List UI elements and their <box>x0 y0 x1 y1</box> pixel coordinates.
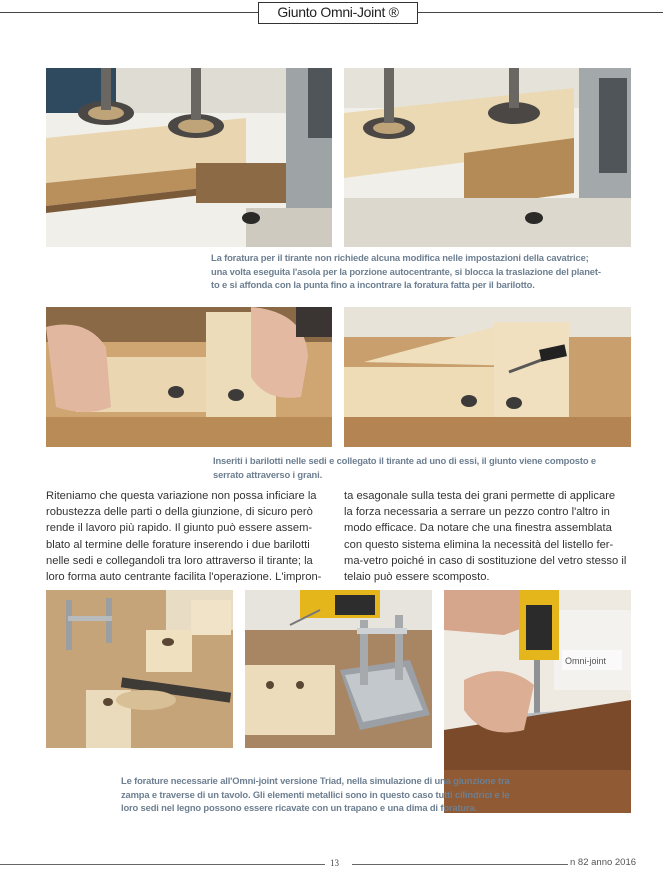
running-header: Giunto Omni-Joint ® <box>258 2 418 24</box>
article-column-left <box>46 488 332 585</box>
photo-mortiser-drilling-2 <box>344 68 631 247</box>
caption-drilling: La foratura per il tirante non richiede alcuna modifica nelle impostazioni della cavatrice; una volta eseguita l'asola per la porzione autocentrante, si blocca la traslazione del planet- to e si affonda con la punta fino a incontrare la foratura fatta per il barilotto. <box>211 252 601 290</box>
article-line: nelle sedi e collegandoli tra loro attraverso il tirante; la <box>46 554 313 567</box>
photo-drill-jig <box>245 590 432 748</box>
photo-triad-parts <box>46 590 233 748</box>
article-column-right <box>344 488 630 585</box>
footer-rule-right <box>352 864 568 865</box>
caption-triad: Le forature necessarie all'Omni-joint versione Triad, nella simulazione di una giunzione tra zampa e traverse di un tavolo. Gli elementi metallici sono in questo caso tutti cilindrici e le loro sedi nel legno possono essere ricavate con un trapano e una dima di foratura. <box>121 775 510 813</box>
photo-joint-tightening <box>344 307 631 447</box>
photo-joint-assembly-hands <box>46 307 332 447</box>
article-line: robustezza delle parti o della giunzione, di sicuro però <box>46 506 313 519</box>
box-label: Omni-joint <box>565 656 607 666</box>
article-line: la forza necessaria a serrare un pezzo contro l'altro in <box>344 506 610 519</box>
caption-assembly: Inseriti i barilotti nelle sedi e collegato il tirante ad uno di essi, il giunto viene composto e serrato attraverso i grani. <box>213 455 596 480</box>
article-line: telaio può essere scomposto. <box>344 571 490 584</box>
article-line: ma-vetro poiché in caso di sostituzione del vetro stesso il <box>344 554 627 567</box>
article-line: blato al termine delle forature inserendo i due barilotti <box>46 538 310 551</box>
article-line: loro forma auto centrante facilita l'operazione. L'impron- <box>46 571 322 584</box>
photo-mortiser-drilling-1 <box>46 68 332 247</box>
page-number: 13 <box>330 858 339 868</box>
article-line: con questo sistema elimina la necessità del listello fer- <box>344 538 614 551</box>
article-line: rende il lavoro più rapido. Il giunto può essere assem- <box>46 522 313 535</box>
issue-label: n 82 anno 2016 <box>570 857 637 868</box>
article-line: Riteniamo che questa variazione non possa inficiare la <box>46 490 317 502</box>
article-line: modo efficace. Da notare che una finestra assemblata <box>344 522 612 535</box>
footer-rule-left <box>0 864 325 865</box>
article-line: ta esagonale sulla testa dei grani permette di applicare <box>344 490 616 502</box>
